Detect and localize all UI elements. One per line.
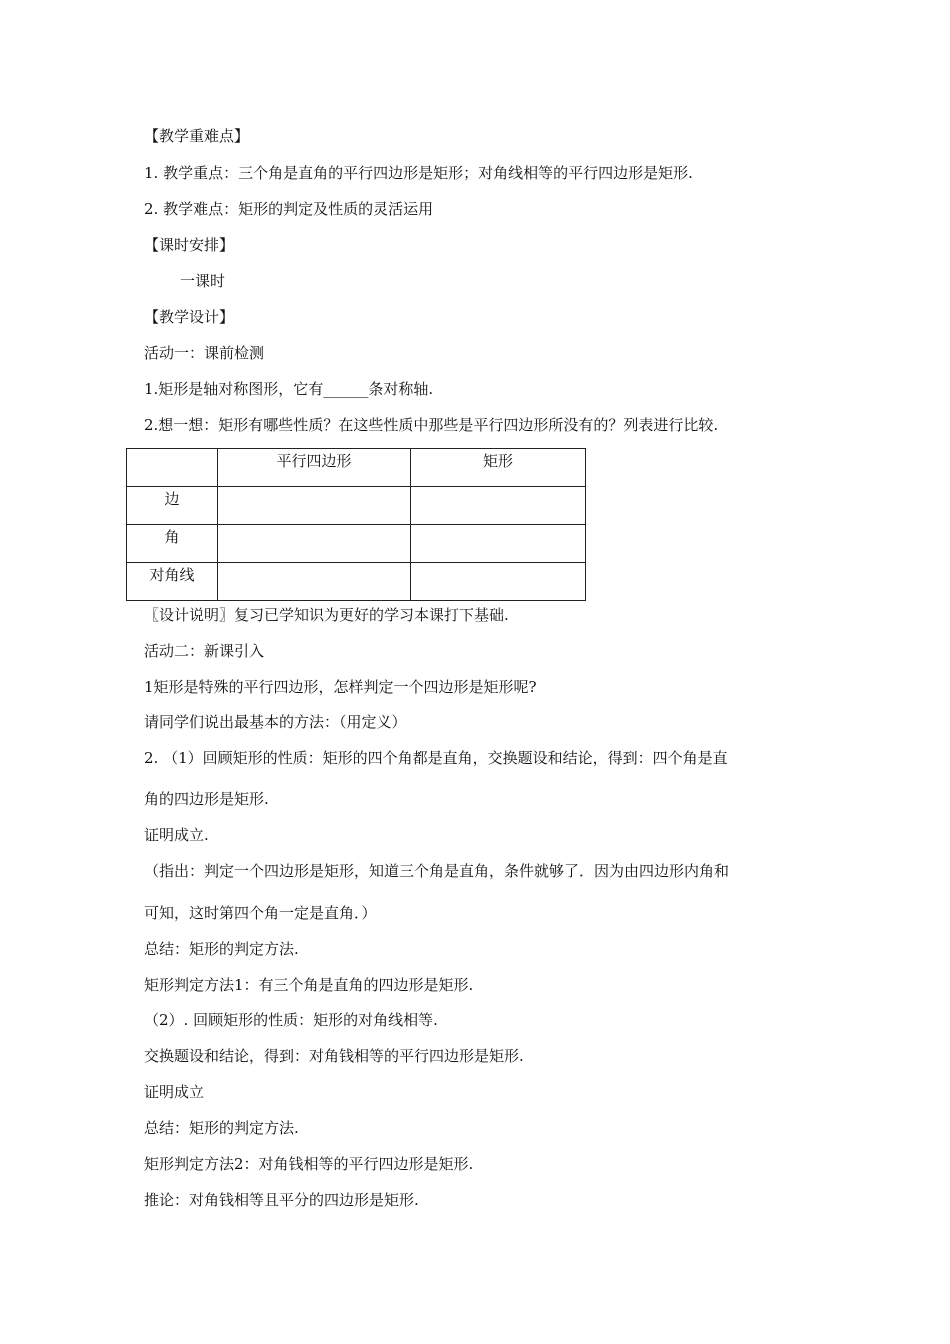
line-1: 1. 教学重点：三个角是直角的平行四边形是矩形；对角线相等的平行四边形是矩形. bbox=[144, 164, 693, 182]
table-cell bbox=[411, 525, 586, 563]
line-15: 证明成立. bbox=[144, 826, 209, 844]
line-6: 活动一：课前检测 bbox=[144, 344, 265, 362]
table-row bbox=[127, 563, 586, 601]
table-row-label: 对角线 bbox=[127, 563, 218, 601]
table-row bbox=[127, 487, 586, 525]
comparison-table bbox=[126, 448, 586, 601]
table-row-label: 角 bbox=[127, 525, 218, 563]
line-12: 请同学们说出最基本的方法：（用定义） bbox=[144, 713, 407, 731]
table-row-label: 边 bbox=[127, 487, 218, 525]
line-22: 证明成立 bbox=[144, 1083, 205, 1101]
line-25: 推论：对角钱相等且平分的四边形是矩形. bbox=[144, 1191, 419, 1209]
table-cell bbox=[411, 563, 586, 601]
line-18: 总结：矩形的判定方法. bbox=[144, 940, 299, 958]
table-cell bbox=[218, 525, 411, 563]
line-9: 〖设计说明〗复习已学知识为更好的学习本课打下基础. bbox=[144, 606, 509, 624]
table-cell bbox=[411, 487, 586, 525]
line-24: 矩形判定方法2：对角钱相等的平行四边形是矩形. bbox=[144, 1155, 474, 1173]
line-16: （指出：判定一个四边形是矩形，知道三个角是直角，条件就够了．因为由四边形内角和 bbox=[144, 862, 730, 880]
line-3: 【课时安排】 bbox=[144, 236, 235, 254]
line-10: 活动二：新课引入 bbox=[144, 642, 265, 660]
line-4: 一课时 bbox=[180, 272, 226, 290]
line-20: （2）. 回顾矩形的性质：矩形的对角线相等. bbox=[144, 1011, 438, 1029]
line-2: 2. 教学难点：矩形的判定及性质的灵活运用 bbox=[144, 200, 434, 218]
line-11: 1矩形是特殊的平行四边形，怎样判定一个四边形是矩形呢? bbox=[144, 678, 537, 696]
line-8: 2.想一想：矩形有哪些性质？在这些性质中那些是平行四边形所没有的？列表进行比较. bbox=[144, 416, 719, 434]
table-row bbox=[127, 525, 586, 563]
line-19: 矩形判定方法1：有三个角是直角的四边形是矩形. bbox=[144, 976, 474, 994]
table-cell bbox=[218, 563, 411, 601]
line-7: 1.矩形是轴对称图形，它有______条对称轴. bbox=[144, 380, 434, 398]
line-14: 角的四边形是矩形. bbox=[144, 790, 269, 808]
line-23: 总结：矩形的判定方法. bbox=[144, 1119, 299, 1137]
line-17: 可知，这时第四个角一定是直角．） bbox=[144, 904, 377, 922]
line-13: 2. （1）回顾矩形的性质：矩形的四个角都是直角，交换题设和结论，得到：四个角是直 bbox=[144, 749, 728, 767]
table-header-row bbox=[127, 449, 586, 487]
table-header-cell: 矩形 bbox=[411, 449, 586, 487]
line-0: 【教学重难点】 bbox=[144, 127, 250, 145]
table-header-cell bbox=[127, 449, 218, 487]
table-header-cell: 平行四边形 bbox=[218, 449, 411, 487]
line-21: 交换题设和结论，得到：对角钱相等的平行四边形是矩形. bbox=[144, 1047, 524, 1065]
line-5: 【教学设计】 bbox=[144, 308, 235, 326]
table-cell bbox=[218, 487, 411, 525]
